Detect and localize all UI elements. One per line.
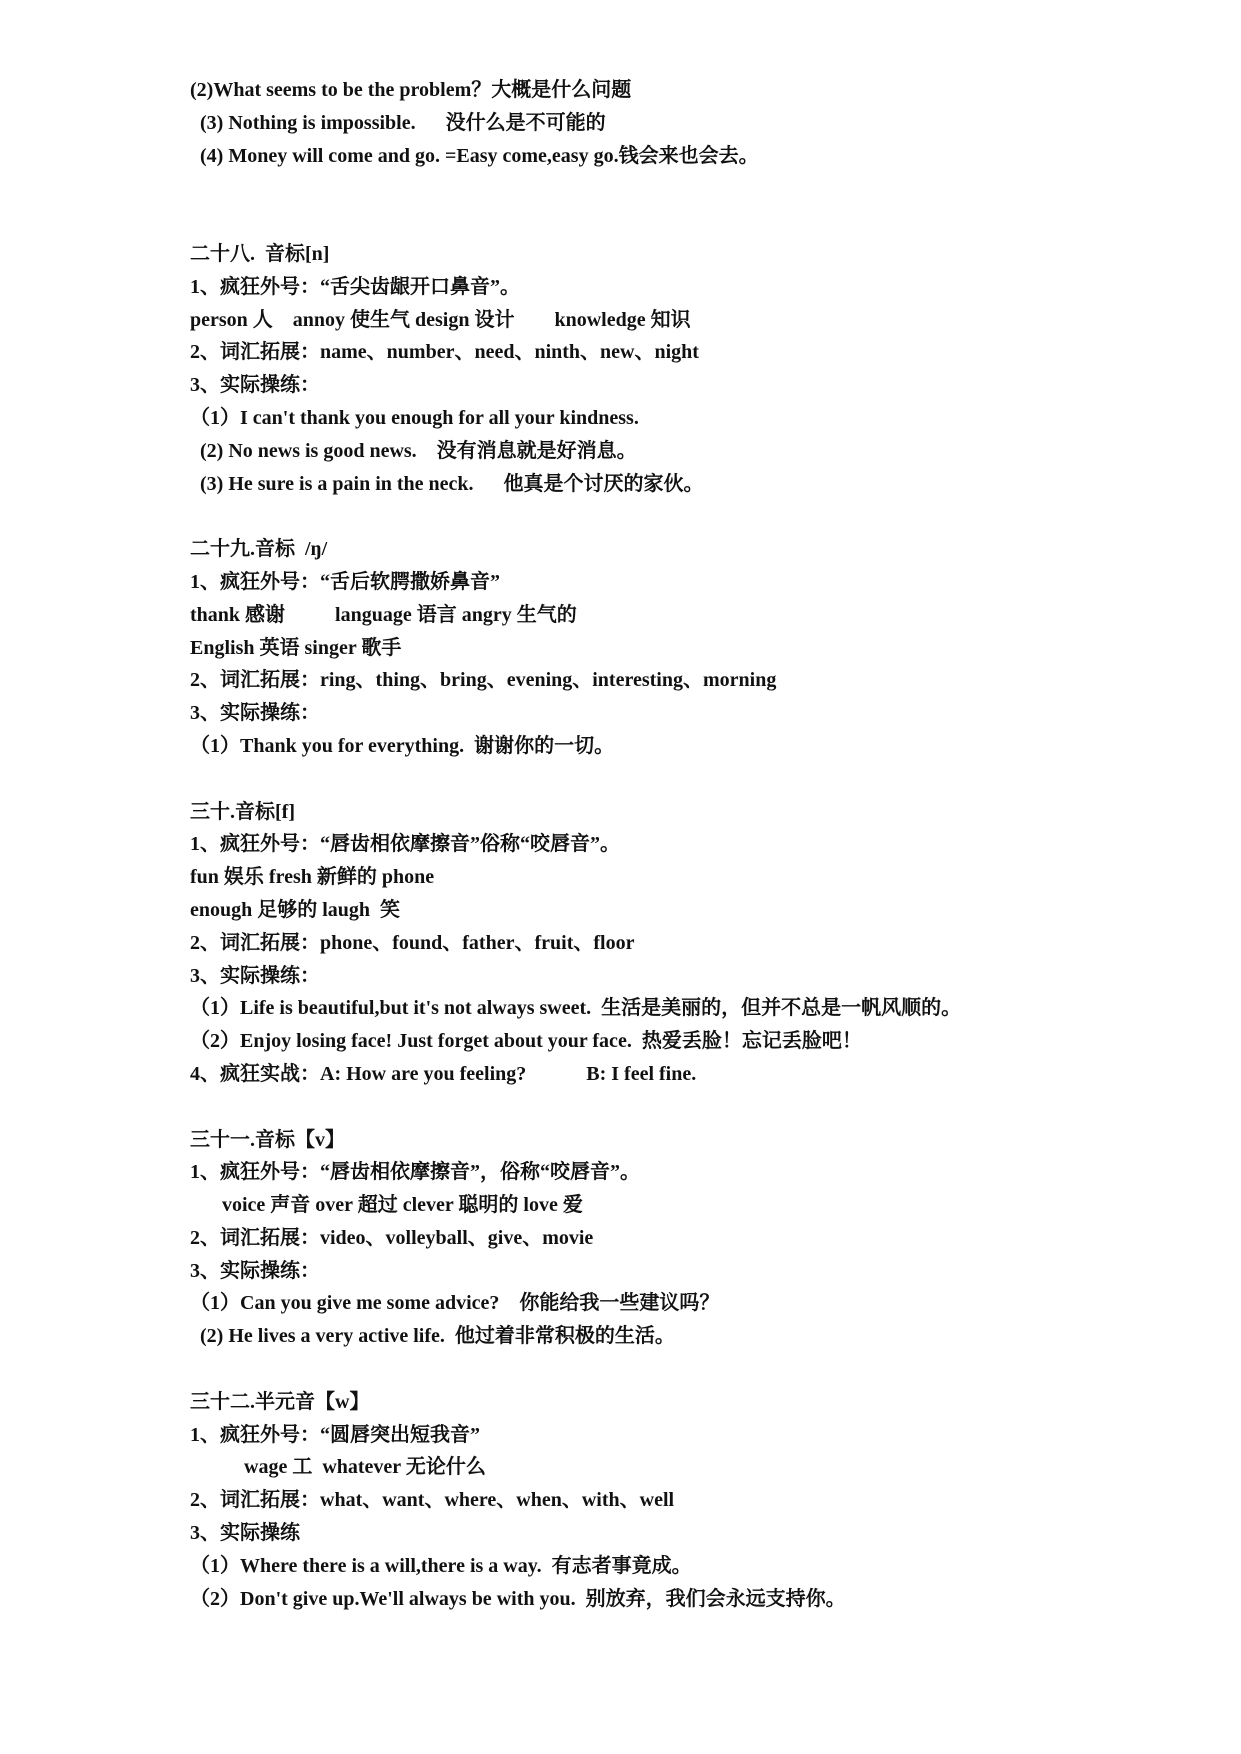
practice-heading: 3、实际操练： xyxy=(190,374,320,397)
nickname-line: 1、疯狂外号：“舌后软腭撒娇鼻音” xyxy=(190,570,500,593)
section-title: 三十.音标[f] xyxy=(190,800,295,823)
intro-line: (2)What seems to be the problem？大概是什么问题 xyxy=(190,79,632,101)
example-words-line: English 英语 singer 歌手 xyxy=(190,636,402,659)
practice-heading: 3、实际操练： xyxy=(190,702,320,725)
practice-sentence: （1）Where there is a will,there is a way. 有志者事竟成。 xyxy=(190,1554,692,1577)
section-title: 二十八. 音标[n] xyxy=(190,242,330,265)
practice-heading: 3、实际操练： xyxy=(190,964,320,987)
vocabulary-line: 2、词汇拓展：phone、found、father、fruit、floor xyxy=(190,931,635,954)
intro-line: (4) Money will come and go. =Easy come,easy go.钱会来也会去。 xyxy=(200,144,759,167)
section-28-n xyxy=(190,238,1190,500)
example-words-line: wage 工 whatever 无论什么 xyxy=(244,1456,486,1479)
nickname-line: 1、疯狂外号：“舌尖齿龈开口鼻音”。 xyxy=(190,275,520,298)
nickname-line: 1、疯狂外号：“唇齿相依摩擦音”俗称“咬唇音”。 xyxy=(190,833,620,856)
practice-sentence: (3) He sure is a pain in the neck. 他真是个讨厌的家伙。 xyxy=(200,472,704,495)
example-words-line: person 人 annoy 使生气 design 设计 knowledge 知识 xyxy=(190,308,691,331)
practice-heading: 3、实际操练： xyxy=(190,1259,320,1282)
example-words-line: voice 声音 over 超过 clever 聪明的 love 爱 xyxy=(222,1194,583,1217)
practice-sentence: （2）Enjoy losing face! Just forget about your face. 热爱丢脸！忘记丢脸吧！ xyxy=(190,1030,862,1053)
dialogue-line: 4、疯狂实战：A: How are you feeling? B: I feel fine. xyxy=(190,1062,697,1085)
intro-line: (3) Nothing is impossible. 没什么是不可能的 xyxy=(200,111,606,134)
practice-heading: 3、实际操练 xyxy=(190,1522,300,1545)
example-words-line: fun 娱乐 fresh 新鲜的 phone xyxy=(190,866,435,889)
practice-sentence: （1）Thank you for everything. 谢谢你的一切。 xyxy=(190,734,615,757)
document-page xyxy=(190,74,1190,1615)
nickname-line: 1、疯狂外号：“唇齿相依摩擦音”，俗称“咬唇音”。 xyxy=(190,1161,640,1184)
example-words-line: enough 足够的 laugh 笑 xyxy=(190,898,401,921)
practice-sentence: （1）Can you give me some advice? 你能给我一些建议吗？ xyxy=(190,1292,720,1315)
section-29-ng xyxy=(190,533,1190,763)
section-31-v xyxy=(190,1124,1190,1354)
section-32-w xyxy=(190,1386,1190,1616)
practice-sentence: (2) No news is good news. 没有消息就是好消息。 xyxy=(200,439,637,462)
practice-sentence: (2) He lives a very active life. 他过着非常积极的生活。 xyxy=(200,1325,675,1348)
section-30-f xyxy=(190,796,1190,1091)
section-title: 三十一.音标【v】 xyxy=(190,1128,345,1151)
example-words-line: thank 感谢 language 语言 angry 生气的 xyxy=(190,603,577,626)
practice-sentence: （1）Life is beautiful,but it's not always sweet. 生活是美丽的，但并不总是一帆风顺的。 xyxy=(190,997,962,1020)
intro-block xyxy=(190,74,1190,172)
vocabulary-line: 2、词汇拓展：name、number、need、ninth、new、night xyxy=(190,341,699,364)
vocabulary-line: 2、词汇拓展：ring、thing、bring、evening、interesting、morning xyxy=(190,669,777,692)
section-title: 二十九.音标 /ŋ/ xyxy=(190,538,328,561)
section-title: 三十二.半元音【w】 xyxy=(190,1390,370,1413)
vocabulary-line: 2、词汇拓展：video、volleyball、give、movie xyxy=(190,1226,594,1249)
practice-sentence: （1）I can't thank you enough for all your kindness. xyxy=(190,406,639,429)
nickname-line: 1、疯狂外号：“圆唇突出短我音” xyxy=(190,1423,480,1446)
vocabulary-line: 2、词汇拓展：what、want、where、when、with、well xyxy=(190,1489,675,1512)
practice-sentence: （2）Don't give up.We'll always be with you. 别放弃，我们会永远支持你。 xyxy=(190,1587,846,1610)
